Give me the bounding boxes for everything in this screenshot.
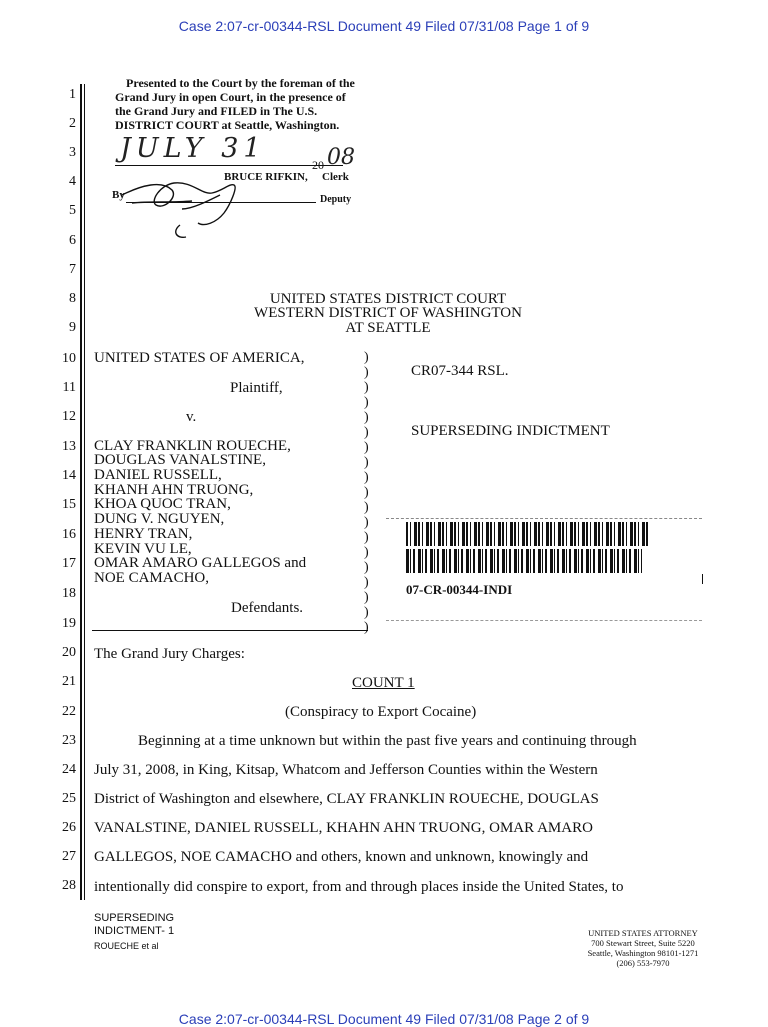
versus: v. [186,409,197,425]
line-number: 24 [62,762,76,777]
line-number: 4 [69,174,76,189]
line-number: 19 [62,616,76,631]
line-number: 13 [62,439,76,454]
defendants-label: Defendants. [231,600,304,616]
line-number: 27 [62,849,76,864]
line-number: 26 [62,820,76,835]
footer-case-name: ROUECHE et al [94,941,159,951]
line-number: 17 [62,556,76,571]
line-number: 11 [62,380,76,395]
line-number: 16 [62,527,76,542]
line-number: 7 [69,262,76,277]
line-number: 3 [69,145,76,160]
count-title: COUNT 1 [352,675,415,691]
court-name: UNITED STATES DISTRICT COURT [269,291,507,307]
line-number: 14 [62,468,76,483]
handwritten-date: JULY 31 [120,133,266,164]
count-subtitle: (Conspiracy to Export Cocaine) [285,704,477,720]
footer-left [94,912,174,953]
document-title: SUPERSEDING INDICTMENT [411,423,610,439]
line-number: 10 [62,351,76,366]
body-line: intentionally did conspire to export, from and through places inside the United States, to [94,879,624,895]
filing-stamp [112,75,362,245]
grand-jury-charges: The Grand Jury Charges: [94,646,245,662]
deputy-signature [112,165,272,245]
footer-right [570,928,716,968]
line-number: 1 [69,87,76,102]
stamp-line: Presented to the Court by the foreman of the [126,76,355,90]
caption-bottom-rule [92,630,368,631]
stamp-line: the Grand Jury and FILED in The U.S. [115,104,318,118]
body-line: July 31, 2008, in King, Kitsap, Whatcom and Jefferson Counties within the Western [94,762,598,778]
line-number: 20 [62,645,76,660]
by-label: By [112,189,125,201]
stamp-line: DISTRICT COURT at Seattle, Washington. [115,118,340,132]
defendant-name: NOE CAMACHO, [94,570,210,586]
line-number: 15 [62,497,76,512]
footer-office: UNITED STATES ATTORNEY [588,928,698,938]
court-location: AT SEATTLE [345,320,431,336]
footer-city: Seattle, Washington 98101-1271 [587,948,699,958]
defendant-name: KEVIN VU LE, [94,541,192,557]
line-number: 23 [62,733,76,748]
year-prefix: 20 [312,158,324,172]
defendant-name: KHANH AHN TRUONG, [94,482,254,498]
margin-rule-inner [84,84,85,900]
body-line: VANALSTINE, DANIEL RUSSELL, KHAHN AHN TRUONG, OMAR AMARO [94,820,593,836]
plaintiff-label: Plaintiff, [230,380,283,396]
caption-parens: ) ) ) ) ) ) ) ) ) ) ) ) ) ) ) ) ) ) ) [364,350,369,635]
line-number: 5 [69,203,76,218]
line-number: 22 [62,704,76,719]
case-number: CR07-344 RSL. [411,363,509,379]
clerk-name: BRUCE RIFKIN, [224,171,308,183]
line-number: 28 [62,878,76,893]
footer-doc-title: SUPERSEDING [94,912,175,924]
line-number: 6 [69,233,76,248]
line-number: 25 [62,791,76,806]
handwritten-year: 08 [327,145,355,170]
line-number: 9 [69,320,76,335]
clerk-title: Clerk [322,171,349,183]
deputy-label: Deputy [320,194,352,205]
body-line: GALLEGOS, NOE CAMACHO and others, known and unknown, knowingly and [94,849,589,865]
body-line: Beginning at a time unknown but within the past five years and continuing through [138,733,637,749]
line-number: 8 [69,291,76,306]
defendant-name: CLAY FRANKLIN ROUECHE, [94,438,291,454]
line-number: 2 [69,116,76,131]
line-number: 18 [62,586,76,601]
ecf-header-top: Case 2:07-cr-00344-RSL Document 49 Filed 07/31/08 Page 1 of 9 [178,18,590,34]
barcode-lower [406,549,642,573]
stamp-line: Grand Jury in open Court, in the presence of [115,90,346,104]
court-district: WESTERN DISTRICT OF WASHINGTON [254,305,522,321]
margin-rule [80,84,82,900]
defendant-name: KHOA QUOC TRAN, [94,496,231,512]
line-number: 21 [62,674,76,689]
defendant-name: HENRY TRAN, [94,526,193,542]
footer-phone: (206) 553-7970 [616,958,670,968]
line-number: 12 [62,409,76,424]
footer-street: 700 Stewart Street, Suite 5220 [591,938,695,948]
footer-doc-page: INDICTMENT- 1 [94,925,175,937]
ecf-header-next-page: Case 2:07-cr-00344-RSL Document 49 Filed 07/31/08 Page 2 of 9 [178,1011,590,1027]
defendant-name: DUNG V. NGUYEN, [94,511,225,527]
body-line: District of Washington and elsewhere, CLAY FRANKLIN ROUECHE, DOUGLAS [94,791,599,807]
defendant-name: DANIEL RUSSELL, [94,467,222,483]
plaintiff-name: UNITED STATES OF AMERICA, [94,350,305,366]
barcode-sticker [386,512,704,624]
barcode-text: 07-CR-00344-INDI [406,582,513,597]
barcode-upper [406,522,650,546]
defendant-name: DOUGLAS VANALSTINE, [94,452,266,468]
defendant-name: OMAR AMARO GALLEGOS and [94,555,307,571]
